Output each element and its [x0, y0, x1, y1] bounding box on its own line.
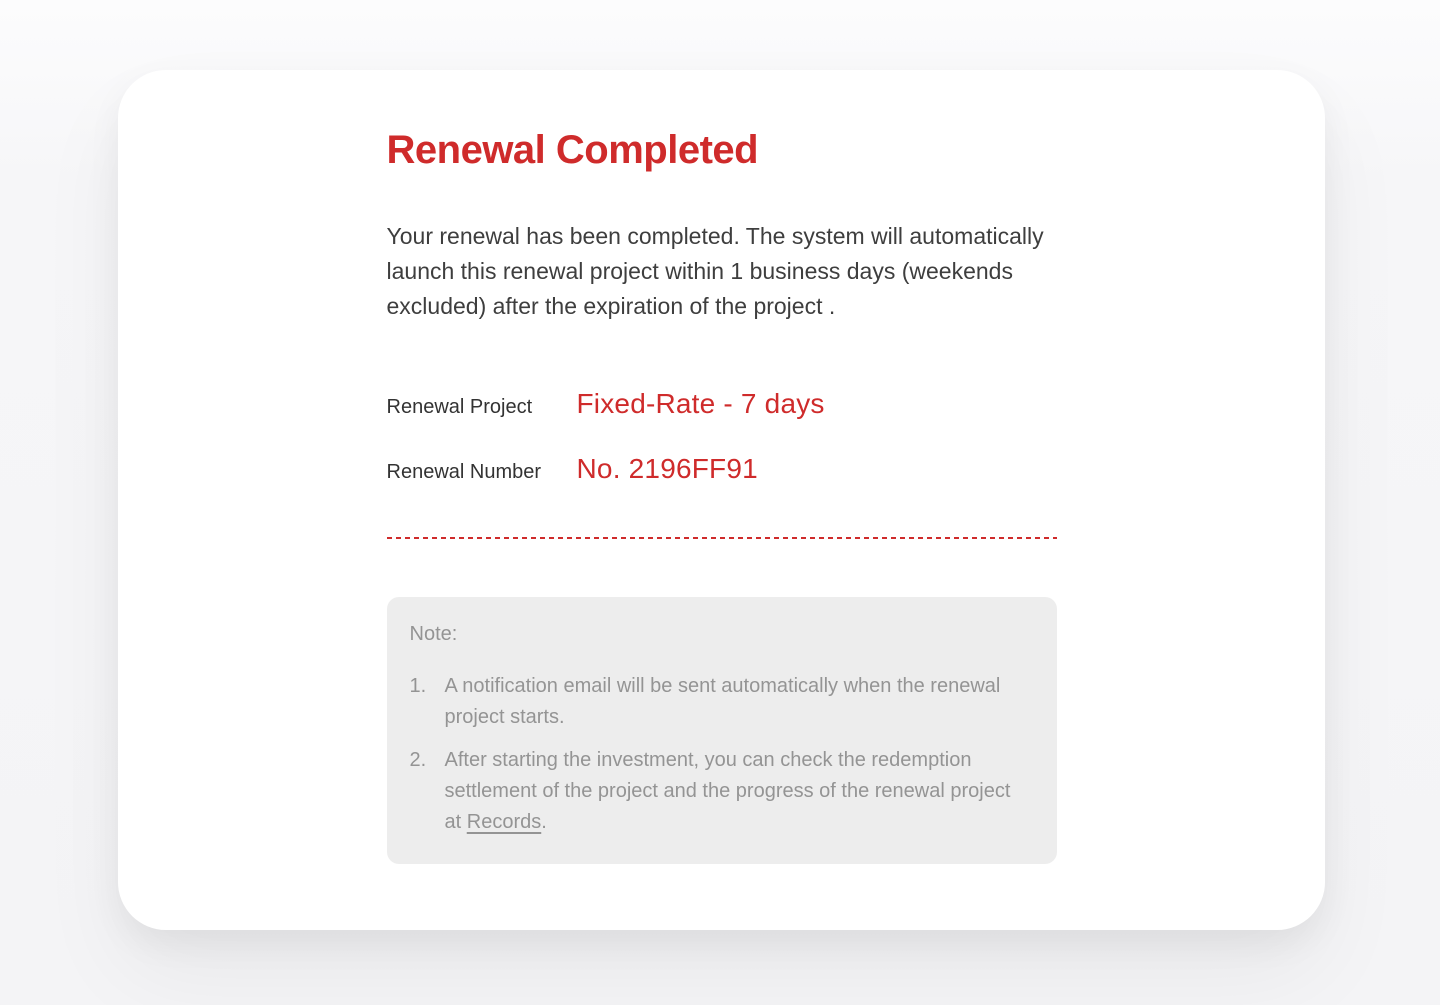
renewal-number-value: No. 2196FF91 — [576, 453, 758, 484]
note-item-2-text-before: After starting the investment, you can check the redemption settlement of the project and the progress of the renewal project at — [444, 749, 1011, 833]
note-item-1-number: 1. — [409, 675, 427, 697]
renewal-project-value: Fixed-Rate - 7 days — [576, 388, 825, 419]
records-link[interactable]: Records — [466, 811, 542, 833]
note-heading: Note: — [409, 623, 458, 645]
note-item — [410, 745, 1027, 838]
note-item — [410, 671, 1027, 733]
renewal-number-label: Renewal Number — [386, 461, 542, 483]
detail-fields — [387, 388, 1057, 485]
note-item-2-text-after: . — [541, 811, 547, 833]
note-item-1-text: A notification email will be sent automatically when the renewal project starts. — [444, 675, 1001, 728]
note-list — [410, 671, 1027, 838]
note-item-2-number: 2. — [409, 749, 427, 771]
dashed-divider — [387, 537, 1057, 539]
renewal-completed-card — [118, 70, 1325, 930]
renewal-project-label: Renewal Project — [386, 396, 533, 418]
note-item-2-text — [445, 745, 1027, 838]
note-box — [387, 597, 1057, 864]
page-title: Renewal Completed — [386, 128, 759, 172]
description-text: Your renewal has been completed. The system will automatically launch this renewal project within 1 business days (weekends excluded) after the expiration of the project . — [386, 223, 1044, 319]
renewal-project-row — [387, 388, 1057, 420]
renewal-number-row — [387, 453, 1057, 485]
card-content — [387, 70, 1057, 864]
